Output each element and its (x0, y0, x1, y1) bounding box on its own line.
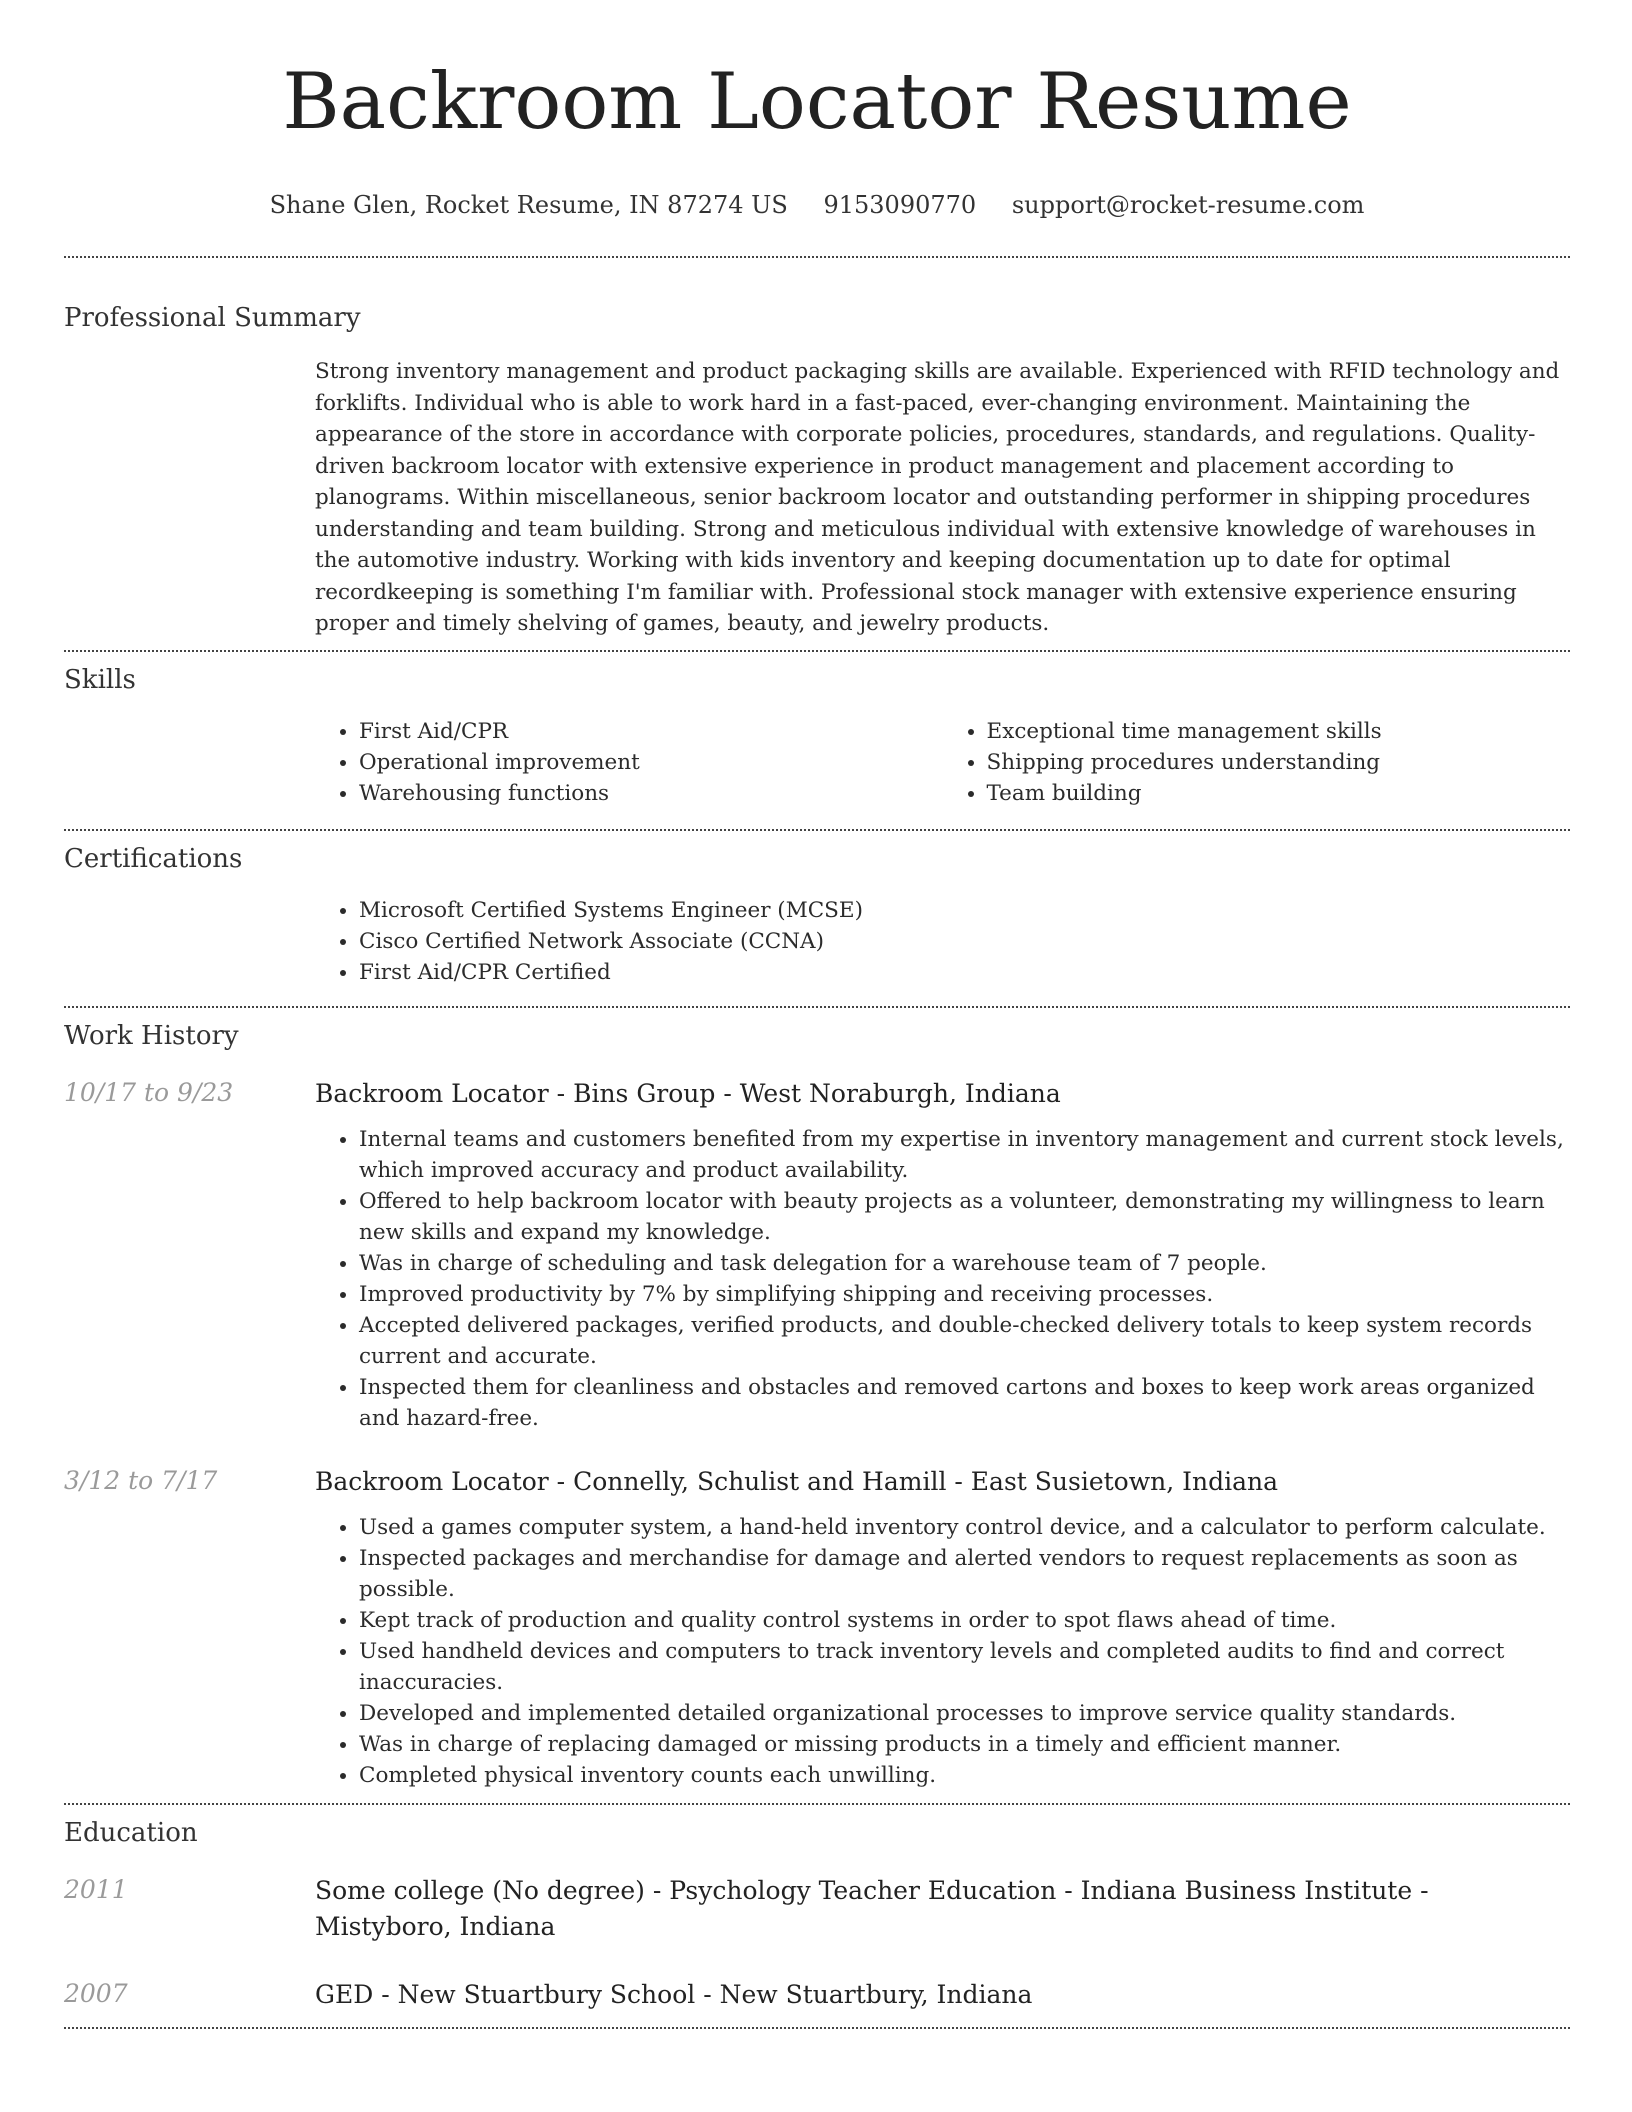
job-bullet: • Developed and implemented detailed organizational processes to improve service quality standards. (359, 1698, 1570, 1729)
certification-item: • Microsoft Certified Systems Engineer (MCSE) (359, 895, 1570, 926)
skills-column-right (943, 716, 1571, 809)
section-heading-certifications: Certifications (64, 843, 243, 874)
job-bullet: • Inspected packages and merchandise for damage and alerted vendors to request replacements as soon as possible. (359, 1543, 1570, 1605)
education-date: 2007 (64, 1978, 128, 2008)
divider (64, 829, 1570, 831)
job-bullet: • Was in charge of scheduling and task delegation for a warehouse team of 7 people. (359, 1248, 1570, 1279)
job-title: Backroom Locator - Connelly, Schulist and Hamill - East Susietown, Indiana (315, 1466, 1278, 1496)
summary-text: Strong inventory management and product packaging skills are available. Experienced with RFID technology and forklifts. Individual who is able to work hard in a fast-paced, ever-changing environment. Maintaining the appearance of the store in accordance with corporate policies, procedures, standards, and regulations. Quality-driven backroom locator with extensive experience in product management and placement according to planograms. Within miscellaneous, senior backroom locator and outstanding performer in shipping procedures understanding and team building. Strong and meticulous individual with extensive knowledge of warehouses in the automotive industry. Working with kids inventory and keeping documentation up to date for optimal recordkeeping is something I'm familiar with. Professional stock manager with extensive experience ensuring proper and timely shelving of games, beauty, and jewelry products. (315, 359, 1560, 636)
job-date: 3/12 to 7/17 (64, 1465, 218, 1495)
skill-item: • Team building (987, 778, 1571, 809)
skill-item: • Exceptional time management skills (987, 716, 1571, 747)
job-bullet: • Completed physical inventory counts each unwilling. (359, 1760, 1570, 1791)
contact-email: support@rocket-resume.com (1011, 191, 1365, 219)
job-bullet: • Used handheld devices and computers to track inventory levels and completed audits to find and correct inaccuracies. (359, 1636, 1570, 1698)
job-bullet: • Improved productivity by 7% by simplifying shipping and receiving processes. (359, 1279, 1570, 1310)
job-entry (64, 1464, 1570, 1791)
section-heading-skills: Skills (64, 664, 136, 695)
skills-column-left (315, 716, 943, 809)
job-bullet: • Inspected them for cleanliness and obstacles and removed cartons and boxes to keep work areas organized and hazard-free. (359, 1372, 1570, 1434)
job-bullet: • Offered to help backroom locator with beauty projects as a volunteer, demonstrating my willingness to learn new skills and expand my knowledge. (359, 1186, 1570, 1248)
divider (64, 1803, 1570, 1805)
skill-item: • First Aid/CPR (359, 716, 943, 747)
education-date: 2011 (64, 1874, 128, 1904)
section-heading-summary: Professional Summary (64, 303, 361, 333)
certifications-list (315, 895, 1570, 988)
job-bullet: • Was in charge of replacing damaged or missing products in a timely and efficient manner. (359, 1729, 1570, 1760)
education-entry (64, 1873, 1570, 1945)
divider (64, 256, 1570, 258)
resume-page (64, 0, 1570, 2029)
job-title: Backroom Locator - Bins Group - West Noraburgh, Indiana (315, 1078, 1061, 1108)
job-bullet: • Accepted delivered packages, verified products, and double-checked delivery totals to keep system records current and accurate. (359, 1310, 1570, 1372)
education-entry (64, 1977, 1570, 2013)
job-date: 10/17 to 9/23 (64, 1077, 234, 1107)
certification-item: • Cisco Certified Network Associate (CCNA) (359, 926, 1570, 957)
resume-title: Backroom Locator Resume (282, 57, 1352, 147)
education-title: Some college (No degree) - Psychology Teacher Education - Indiana Business Institute - Mistyboro, Indiana (315, 1875, 1429, 1941)
contact-line (64, 190, 1570, 220)
divider (64, 2027, 1570, 2029)
skill-item: • Warehousing functions (359, 778, 943, 809)
job-bullets (315, 1512, 1570, 1791)
job-bullets (315, 1124, 1570, 1434)
job-bullet: • Internal teams and customers benefited from my expertise in inventory management and current stock levels, which improved accuracy and product availability. (359, 1124, 1570, 1186)
section-heading-work-history: Work History (64, 1020, 239, 1051)
job-bullet: • Used a games computer system, a hand-held inventory control device, and a calculator to perform calculate. (359, 1512, 1570, 1543)
section-heading-education: Education (64, 1817, 198, 1848)
skills-list (315, 716, 1570, 809)
divider (64, 1006, 1570, 1008)
skill-item: • Shipping procedures understanding (987, 747, 1571, 778)
contact-address: Shane Glen, Rocket Resume, IN 87274 US (269, 191, 788, 219)
job-entry (64, 1076, 1570, 1434)
certification-item: • First Aid/CPR Certified (359, 957, 1570, 988)
contact-phone: 9153090770 (823, 191, 977, 219)
job-bullet: • Kept track of production and quality control systems in order to spot flaws ahead of time. (359, 1605, 1570, 1636)
divider (64, 650, 1570, 652)
education-title: GED - New Stuartbury School - New Stuartbury, Indiana (315, 1979, 1033, 2009)
skill-item: • Operational improvement (359, 747, 943, 778)
